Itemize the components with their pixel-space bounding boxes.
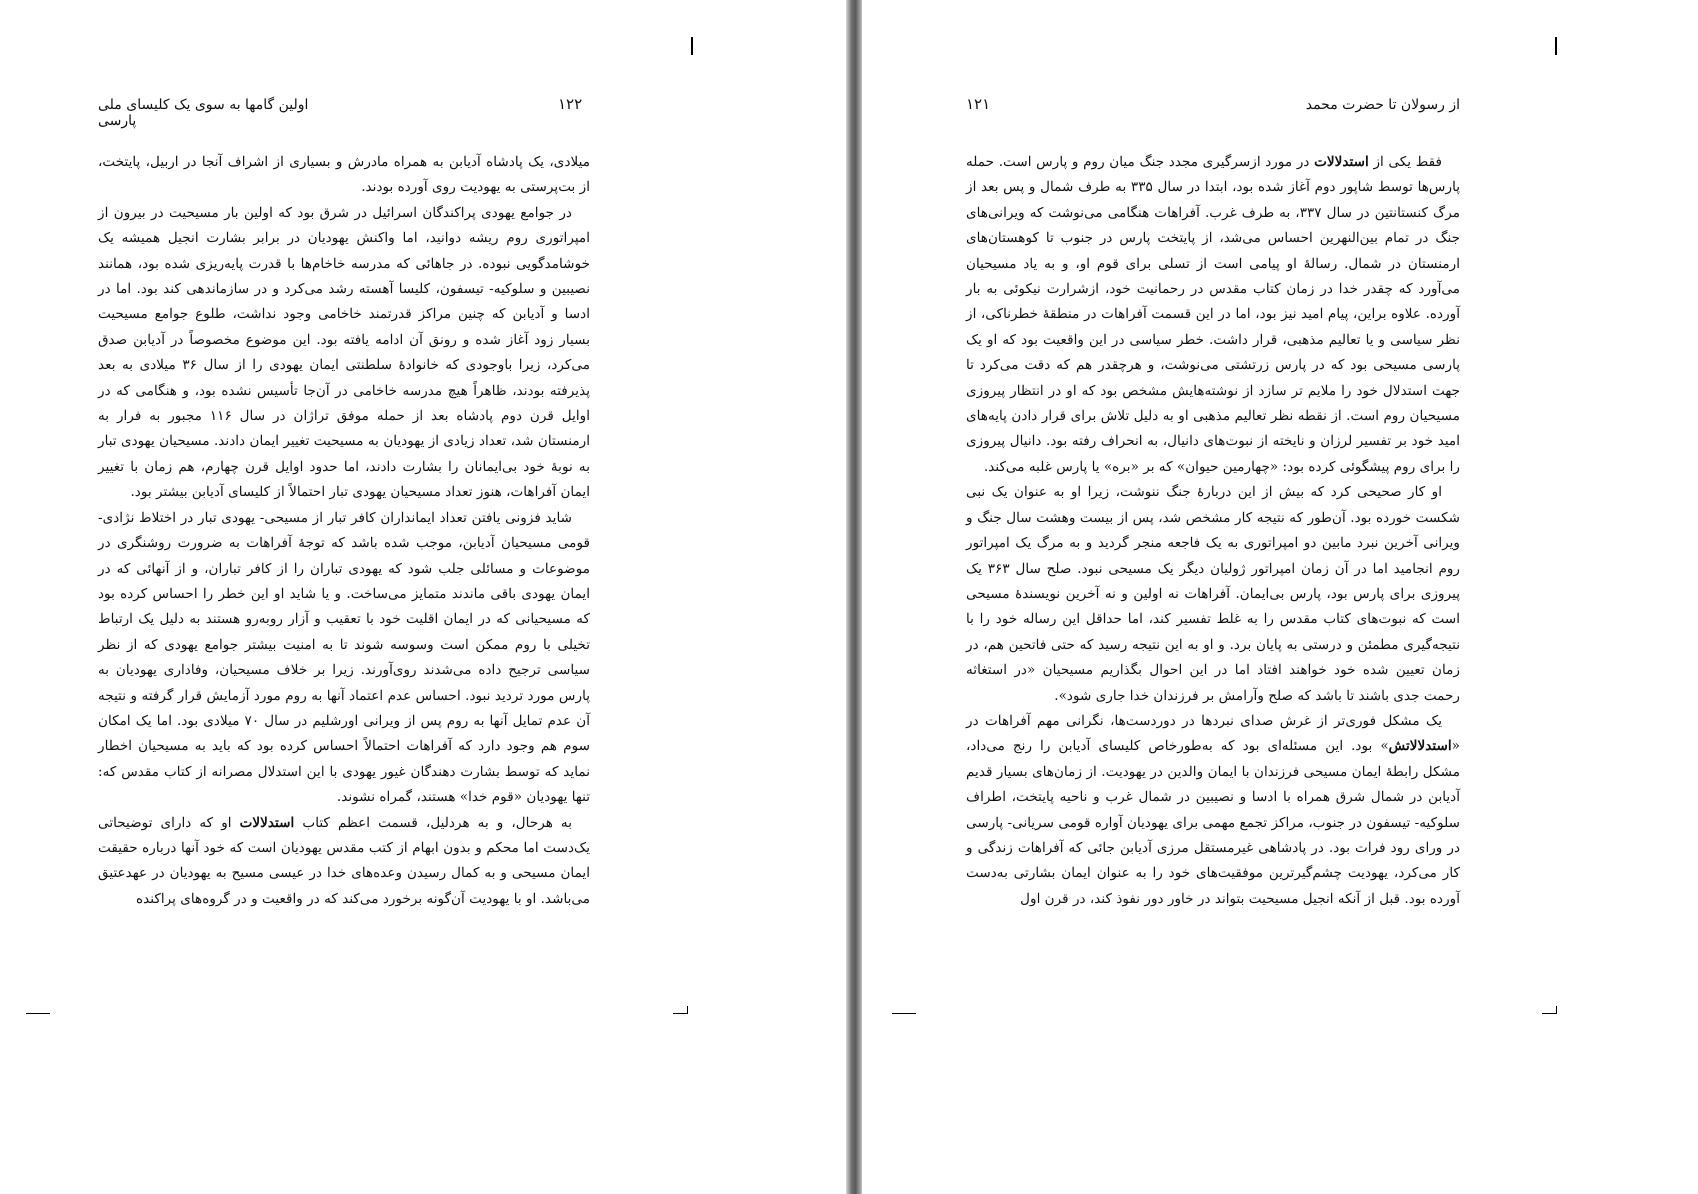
bold-term: استدلالات [1314,154,1369,170]
paragraph: میلادی، یک پادشاه آدیابن به همراه مادرش و بسیاری از اشراف آنجا در اربیل، پایتخت، از بت‌پرستی به یهودیت روی آورده بودند. [98,154,590,196]
right-page [862,0,1698,1194]
paragraph: در جوامع یهودی پراکندگان اسرائیل در شرق بود که اولین بار مسیحیت در بیرون از امپراتوری روم ریشه دوانید، اما واکنش یهودیان در برابر بشارت انجیل همیشه یک خوشامدگویی نبوده. در جاهائی که مدرسه خاخام‌ها با قدرت پایه‌ریزی شده بود، همانند نصیبین و سلوکیه- تیسفون، کلیسا آهسته رشد می‌کرد و در سازماندهی کند بود. اما در ادسا و آدیابن که چنین مراکز قدرتمند خاخامی وجود نداشت، طلوع جوامع مسیحیت بسیار زود آغاز شده و رونق آن ادامه یافته بود. این موضوع مخصوصاً در آدیابن صدق می‌کرد، زیرا باوجودی که خانوادهٔ سلطنتی ایمان یهودی را از سال ۳۶ میلادی به بعد پذیرفته بودند، ظاهراً هیچ مدرسه خاخامی در آن‌جا تأسیس نشده بود، و هنگامی که در اوایل قرن دوم پادشاه بعد از حمله موفق تراژان در سال ۱۱۶ مجبور به فرار به ارمنستان شد، تعداد زیادی از یهودیان به مسیحیت تغییر ایمان دادند. مسیحیان یهودی تبار به نوبهٔ خود بی‌ایمانان را بشارت دادند، اما حدود اوایل قرن چهارم، هم زمان با تغییر ایمان آفراهات، هنوز تعداد مسیحیان یهودی تبار احتمالاً از کلیسای آدیابن بیشتر بود. [98,204,591,501]
book-gutter [846,0,862,1194]
paragraph: فقط یکی از استدلالات در مورد ازسرگیری مجدد جنگ میان روم و پارس است. حمله پارس‌ها توسط شاپور دوم آغاز شده بود، ابتدا در سال ۳۳۵ به طرف شمال و پس بعد از مرگ کنستانتین در سال ۳۳۷، به طرف غرب. آفراهات هنگامی می‌نوشت که ویرانی‌های جنگ در تمام بین‌النهرین احساس می‌شد، از پایتخت پارس در جنوب تا کوهستان‌های ارمنستان در شمال. رسالهٔ او پیامی است از تسلی برای قوم او، و به یاد مسیحیان می‌آورد که چقدر خدا در زمان کتاب مقدس در رحمانیت خود، ازشرارت نیکوئی به بار آورده. علاوه براین، پیام امید نیز بود، اما در این قسمت آفراهات در منطقهٔ خطرناکی، از نظر سیاسی و یا تعالیم مذهبی، قرار داشت. خطر سیاسی در این واقعیت بود که او یک پارسی مسیحی بود که در پارس زرتشتی می‌نوشت، و هرچقدر هم که دقت می‌کرد تا جهت استدلال خود را ملایم تر سازد از نوشته‌هایش مشخص بود که او در انتظار پیروزی مسیحیان روم است. از نقطه نظر تعالیم مذهبی او به دلیل تلاش برای قرار دادن پایه‌های امید خود بر تفسیر لرزان و نایخته از نبوت‌های دانیال، به انحراف رفته بود. دانیال پیروزی را برای روم پیشگوئی کرده بود: «چهارمین حیوان» که بر «بره» یا پارس غلبه می‌کند. [966,154,1461,475]
page-number: ۱۲۲ [558,95,583,113]
running-head: اولین گامها به سوی یک کلیسای ملی پارسی [98,97,309,129]
paragraph: یک مشکل فوری‌تر از غرش صدای نبردها در دوردست‌ها، نگرانی مهم آفراهات در «استدلالاتش» بود. این مسئله‌ای بود که به‌طورخاص کلیسای آدیابن را رنج می‌داد، مشکل رابطهٔ ایمان مسیحی فرزندان با ایمان والدین در یهودیت. از زمان‌های بسیار قدیم آدیابن در شمال شرق همراه با ادسا و نصیبین در شمال غرب و ناحیه پایتخت، اطراف سلوکیه- تیسفون در جنوب، مراکز تجمع مهمی برای یهودیان آواره قومی سریانی- پارسی در ورای رود فرات بود. در پادشاهی غیرمستقل مرزی آدیابن جائی که آفراهات زندگی و کار می‌کرد، یهودیت چشم‌گیرترین موفقیت‌های خود را به عنوان ایمان بشارتی به‌دست آورده بود. قبل از آنکه انجیل مسیحیت بتواند در خاور دور نفوذ کند، در قرن اول [966,712,1460,907]
paragraph: به هرحال، و به هردلیل، قسمت اعظم کتاب استدلالات او که دارای توضیحاتی یک‌دست اما محکم و بدون ابهام از کتب مقدس یهودیان است که خود آنها درباره حقیقت ایمان مسیحی و به کمال رسیدن وعده‌های خدا در عیسی مسیح به یهودیان در عهدعتیق می‌باشد. او با یهودیت آن‌گونه برخورد می‌کند که در واقعیت و در گروه‌های پراکنده [98,814,590,907]
crop-mark-left-top [691,37,693,55]
crop-mark-right-bottom-outer [892,1013,916,1014]
body-text [966,150,1460,912]
crop-mark-left-bottom-outer [26,1013,50,1014]
running-head: از رسولان تا حضرت محمد [1305,97,1460,113]
page-number: ۱۲۱ [966,95,991,113]
body-text [98,150,590,912]
left-page [0,0,846,1194]
crop-mark-right-bottom-tick [1556,1006,1557,1014]
bold-term: استدلالات [239,814,295,831]
bold-term: استدلالاتش [1388,738,1452,755]
paragraph: شاید فزونی یافتن تعداد ایمانداران کافر تبار از مسیحی- یهودی تبار در اختلاط نژادی- قومی مسیحیان آدیابن، موجب شده باشد که توجهٔ آفراهات به ضرورت روشنگری در موضوعات و مسائلی جلب شود که یهودی تباران را از کافر تباران، و از آنهائی که در ایمان یهودی باقی ماندند متمایز می‌ساخت. و یا شاید او این خطر را احساس کرده بود که مسیحیانی که در ایمان اقلیت خود با تعقیب و آزار روبه‌رو هستند به دلیل یک ارتباط تخیلی با روم ممکن است وسوسه شوند تا به امنیت بیشتر جوامع یهودی که از نظر سیاسی ترجیح داده می‌شدند روی‌آورند. زیرا بر خلاف مسیحیان، وفاداری یهودیان به پارس مورد تردید نبود. احساس عدم اعتماد آنها به روم مورد آزمایش قرار گرفته و نتیجه آن عدم تمایل آنها به روم پس از ویرانی اورشلیم در سال ۷۰ میلادی بود. اما یک امکان سوم هم وجود دارد که آفراهات احتمالاً احساس کرده بود که باید به مسیحیان اخطار نماید که توسط بشارت دهندگان غیور یهودی با این استدلال مصرانه از کتاب مقدس که: تنها یهودیان «قوم خدا» هستند، گمراه نشوند. [98,509,590,806]
crop-mark-left-bottom-inner [673,1013,687,1014]
crop-mark-right-bottom-inner [1542,1013,1556,1014]
crop-mark-right-top [1555,37,1557,55]
crop-mark-left-bottom-tick [687,1006,688,1014]
paragraph: او کار صحیحی کرد که بیش از این دربارهٔ جنگ ننوشت، زیرا او به عنوان یک نبی شکست خورده بود. آن‌طور که نتیجه کار مشخص شد، پس از بیست وهشت سال جنگ و ویرانی آخرین نبرد مابین دو امپراتوری به یک فاجعه منجر گردید و به مرگ یک امپراتور روم انجامید اما در آن زمان امپراتور ژولیان دیگر یک مسیحی نبود. صلح سال ۳۶۳ یک پیروزی برای پارس بود، پارس بی‌ایمان. آفراهات نه اولین و نه آخرین نویسندهٔ مسیحی است که نبوت‌های کتاب مقدس را به غلط تفسیر کند، اما حداقل این رساله خود را با نتیجه‌گیری مطمئن و درستی به پایان برد. و او به این نتیجه رسید که حتی فاتحین هم، در زمان تعیین شده خود خواهند افتاد اما در این احوال بگذاریم مسیحیان «در استغاثه رحمت جدی باشند تا باشد که صلح وآرامش بر فرزندان خدا جاری شود». [966,484,1460,704]
